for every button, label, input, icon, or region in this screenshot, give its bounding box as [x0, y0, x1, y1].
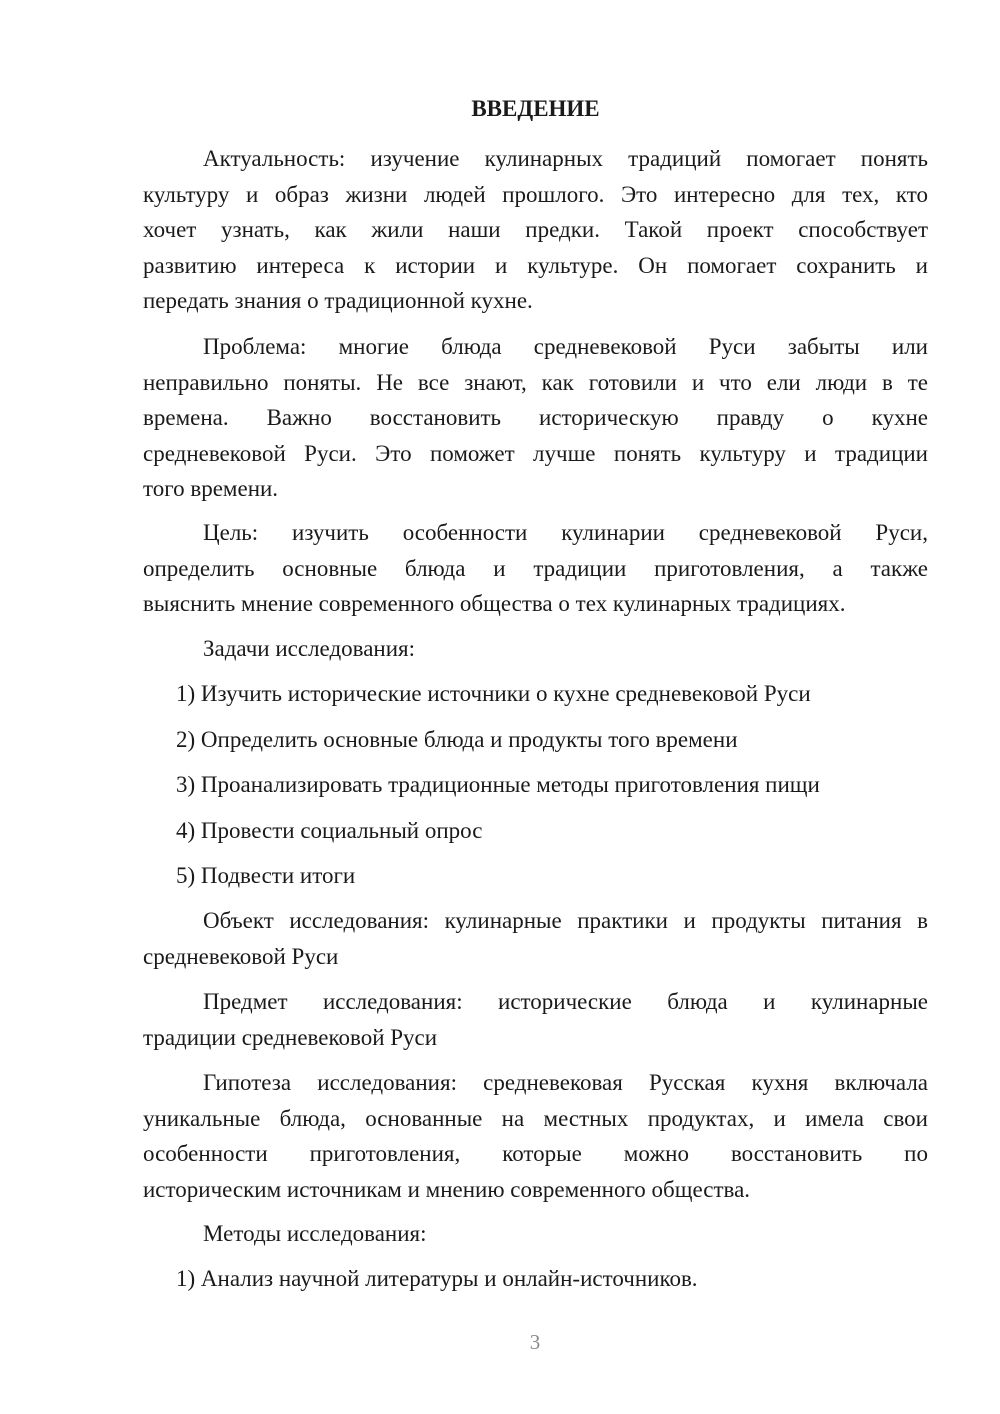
subject-paragraph [143, 984, 928, 1055]
list-item: 1) Анализ научной литературы и онлайн-источников. [176, 1266, 698, 1291]
object-paragraph [143, 903, 928, 974]
text-line: передать знания о традиционной кухне. [143, 288, 533, 313]
text-line: Гипотеза исследования: средневековая Русская кухня включала [203, 1070, 928, 1095]
text-line: Проблема: многие блюда средневековой Руси забыты или [203, 334, 928, 359]
text-line: хочет узнать, как жили наши предки. Такой проект способствует [143, 217, 928, 242]
tasks-heading-block [143, 631, 928, 667]
text-line: Предмет исследования: исторические блюда и кулинарные [203, 989, 928, 1014]
page-title: ВВЕДЕНИЕ [471, 96, 600, 121]
relevance-paragraph [143, 141, 928, 319]
text-line: Актуальность: изучение кулинарных традиций помогает понять [203, 146, 928, 171]
text-line: определить основные блюда и традиции приготовления, а также [143, 555, 928, 581]
methods-heading-block [143, 1216, 928, 1252]
text-line: культуру и образ жизни людей прошлого. Это интересно для тех, кто [143, 181, 928, 207]
text-line: Объект исследования: кулинарные практики и продукты питания в [203, 908, 928, 933]
problem-paragraph [143, 329, 928, 507]
methods-heading: Методы исследования: [203, 1221, 427, 1246]
list-item: 3) Проанализировать традиционные методы приготовления пищи [176, 772, 820, 797]
text-line: традиции средневековой Руси [143, 1024, 438, 1050]
list-item: 5) Подвести итоги [176, 863, 356, 888]
text-line: особенности приготовления, которые можно восстановить по [143, 1141, 928, 1166]
text-line: уникальные блюда, основанные на местных продуктах, и имела свои [143, 1105, 928, 1131]
text-line: времена. Важно восстановить историческую правду о кухне [143, 405, 928, 430]
hypothesis-paragraph [143, 1065, 928, 1207]
list-item: 4) Провести социальный опрос [176, 818, 483, 843]
text-line: средневековой Руси. Это поможет лучше понять культуру и традиции [143, 440, 928, 466]
list-item: 1) Изучить исторические источники о кухне средневековой Руси [176, 681, 811, 706]
text-line: того времени. [143, 476, 279, 501]
goal-paragraph [143, 515, 928, 622]
text-line: историческим источникам и мнению современного общества. [143, 1176, 751, 1202]
text-line: средневековой Руси [143, 943, 339, 969]
text-line: Цель: изучить особенности кулинарии средневековой Руси, [203, 520, 928, 545]
list-item: 2) Определить основные блюда и продукты того времени [176, 727, 738, 752]
tasks-heading: Задачи исследования: [203, 636, 416, 661]
text-line: развитию интереса к истории и культуре. Он помогает сохранить и [143, 252, 928, 278]
page-number: 3 [529, 1330, 541, 1354]
text-line: выяснить мнение современного общества о тех кулинарных традициях. [143, 591, 846, 616]
text-line: неправильно поняты. Не все знают, как готовили и что ели люди в те [143, 369, 928, 395]
